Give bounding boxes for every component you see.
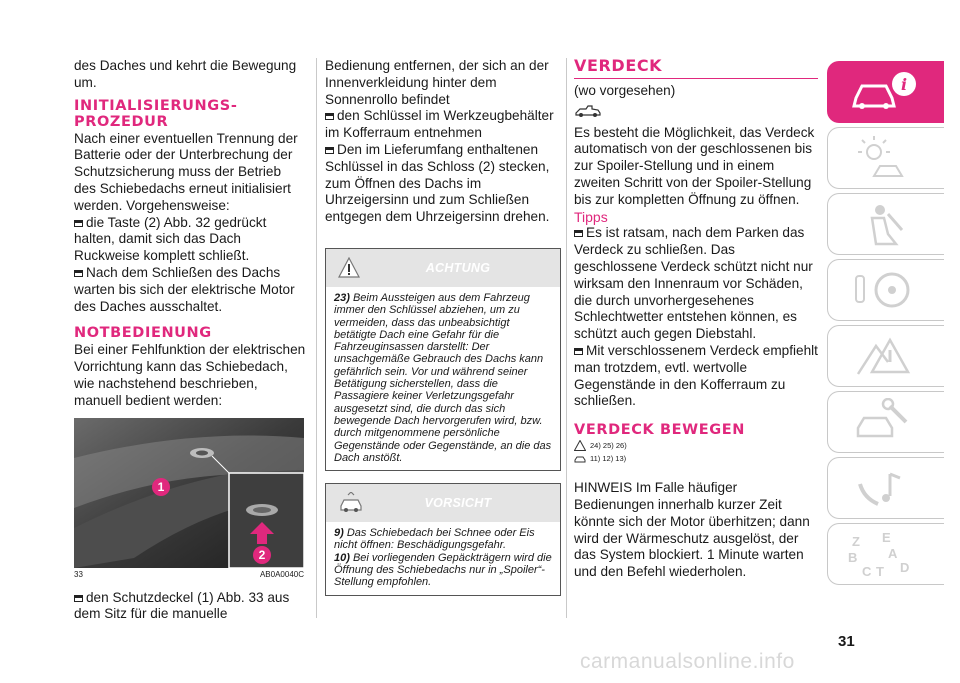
warning-header xyxy=(326,249,560,287)
warning-body xyxy=(326,287,560,470)
tip-parken: Es ist ratsam, nach dem Parken das Verdeck zu schließen. Das geschlossene Verdeck schützt nicht nur wirksam den Innenraum vor Schäden, die durch unvorhergesehenes Schlechtwetter entstehen können, es schützt auch gegen Diebstahl. xyxy=(574,225,813,342)
subtitle-wo-vorgesehen: (wo vorgesehen) xyxy=(574,83,676,98)
bullet-icon xyxy=(74,220,83,227)
index-letter: C xyxy=(862,564,872,579)
bullet-icon xyxy=(574,348,583,355)
bullet-icon xyxy=(574,230,583,237)
step-schutzdeckel: den Schutzdeckel (1) Abb. 33 aus dem Sitz für die manuelle xyxy=(74,589,290,622)
caution-title: VORSICHT xyxy=(424,496,492,511)
column-3 xyxy=(574,58,818,581)
warning-references: 24) 25) 26) xyxy=(574,440,818,451)
column-2 xyxy=(325,58,561,596)
warning-triangle-icon xyxy=(574,440,586,451)
step-taste: die Taste (2) Abb. 32 gedrückt halten, damit sich das Dach Ruckweise komplett schließt. xyxy=(74,214,267,264)
tab-phone-music[interactable] xyxy=(827,457,944,519)
dashboard-lights-icon xyxy=(850,134,922,184)
warning-number: 23) xyxy=(334,291,350,304)
bullet-icon xyxy=(325,147,334,154)
index-letter: A xyxy=(888,546,898,561)
index-letter: Z xyxy=(852,534,860,549)
bullet-icon xyxy=(325,113,334,120)
tab-wrench-car[interactable] xyxy=(827,391,944,453)
intro-text: des Daches und kehrt die Bewegung um. xyxy=(74,58,297,90)
index-letter: B xyxy=(848,550,858,565)
column-1 xyxy=(74,58,306,623)
para-verdeck: Es besteht die Möglichkeit, das Verdeck automatisch von der geschlossenen bis zur Spoiler-Stellung und in einem zweiten Schritt von der Spoiler-Stellung bis zur kompletten Öffnung zu öffnen. xyxy=(574,124,815,207)
figure-33 xyxy=(74,418,304,568)
index-letter: E xyxy=(882,530,891,545)
caution1-text: Das Schiebedach bei Schnee oder Eis nicht öffnen: Beschädigungsgefahr. xyxy=(334,527,535,552)
warning-title: ACHTUNG xyxy=(425,260,491,275)
index-letters xyxy=(846,530,926,580)
figure-code: AB0A0040C xyxy=(259,569,304,579)
caution-header xyxy=(326,484,560,522)
car-info-icon xyxy=(850,68,922,118)
key-steering-icon xyxy=(850,266,922,316)
caution-body xyxy=(326,522,560,594)
tab-warning-road[interactable] xyxy=(827,325,944,387)
tab-car-info[interactable] xyxy=(827,61,944,123)
heading-initialisierung: INITIALISIERUNGS-PROZEDUR xyxy=(74,97,238,130)
step-schloss: Den im Lieferumfang enthaltenen Schlüssel in das Schloss (2) stecken, zum Öffnen des Dachs im Uhrzeigersinn und zum Schließen entgegen dem Uhrzeigersinn drehen. xyxy=(325,141,550,225)
column-divider xyxy=(566,58,567,618)
callout-2: 2 xyxy=(253,546,271,564)
warning-text: Beim Aussteigen aus dem Fahrzeug immer den Schlüssel abziehen, um zu vermeiden, dass das unbeabsichtigt betätigte Dach eine Gefahr für die Fahrzeuginsassen darstellt: Der unsachgemäße Gebrauch des Dachs kann gefährlich sein. Vor und während seiner Betätigung sicherstellen, dass die Passagiere keiner Verletzungsgefahr ausgesetzt sind, die durch das sich bewegende Dach hervorgerufen wird, bzw. durch mitgenommene persönliche Gegenstände oder Gegenstände, an die das Dach anstößt. xyxy=(334,291,552,464)
para-hinweis: HINWEIS Im Falle häufiger Bedienungen innerhalb kurzer Zeit könnte sich der Motor überhitzen; dann wird der Wärmeschutz ausgelöst, der das System blockiert. 1 Minute warten und den Befehl wiederholen. xyxy=(574,480,810,580)
index-letter: T xyxy=(876,564,884,579)
airbag-seat-icon xyxy=(850,200,922,250)
tab-index[interactable] xyxy=(827,523,944,585)
caution2-number: 10) xyxy=(334,551,350,564)
heading-verdeck: VERDECK xyxy=(574,58,818,79)
bullet-icon xyxy=(74,595,83,602)
page-number: 31 xyxy=(838,633,855,650)
figure-caption xyxy=(74,570,304,580)
roof-photo-illustration xyxy=(74,418,304,568)
tips-label: Tipps xyxy=(574,208,608,225)
heading-verdeck-bewegen: VERDECK BEWEGEN xyxy=(574,422,745,439)
svg-text:i: i xyxy=(900,75,908,94)
caution-box xyxy=(325,483,561,595)
tab-dashboard-lights[interactable] xyxy=(827,127,944,189)
bullet-icon xyxy=(74,270,83,277)
callout-1: 1 xyxy=(152,478,170,496)
para-notbedienung: Bei einer Fehlfunktion der elektrischen Vorrichtung kann das Schiebedach, wie nachstehend beschrieben, manuell bedient werden: xyxy=(74,342,306,408)
convertible-car-icon xyxy=(574,102,602,118)
index-letter: D xyxy=(900,560,910,575)
wrench-car-icon xyxy=(850,398,922,448)
tab-key-steering[interactable] xyxy=(827,259,944,321)
warning-box xyxy=(325,248,561,471)
tip-wertvolle: Mit verschlossenem Verdeck empfiehlt man trotzdem, evtl. wertvolle Gegenstände in den Kofferraum zu schließen. xyxy=(574,342,818,409)
column-divider xyxy=(316,58,317,618)
para-initialisierung: Nach einer eventuellen Trennung der Batterie oder der Unterbrechung der Schutzsicherung muss der Betrieb des Schiebedachs erneut initialisiert werden. Vorgehensweise: xyxy=(74,130,298,213)
step-warten: Nach dem Schließen des Dachs warten bis sich der elektrische Motor des Daches ausschaltet. xyxy=(74,264,295,314)
para-bedienung: Bedienung entfernen, der sich an der Innenverkleidung hinter dem Sonnenrollo befindet xyxy=(325,58,549,107)
caution-references: 11) 12) 13) xyxy=(574,453,818,464)
car-caution-icon xyxy=(574,453,586,464)
watermark: carmanualsonline.info xyxy=(580,650,795,673)
caution2-text: Bei vorliegenden Gepäckträgern wird die Öffnung des Schiebedachs nur in „Spoiler“-Stellung empfohlen. xyxy=(334,551,552,589)
tab-airbag-seat[interactable] xyxy=(827,193,944,255)
caution1-number: 9) xyxy=(334,527,344,540)
warning-road-icon xyxy=(850,332,922,382)
phone-music-icon xyxy=(850,464,922,514)
heading-notbedienung: NOTBEDIENUNG xyxy=(74,325,212,342)
step-schluessel: den Schlüssel im Werkzeugbehälter im Kofferraum entnehmen xyxy=(325,108,554,141)
figure-number: 33 xyxy=(74,569,83,579)
